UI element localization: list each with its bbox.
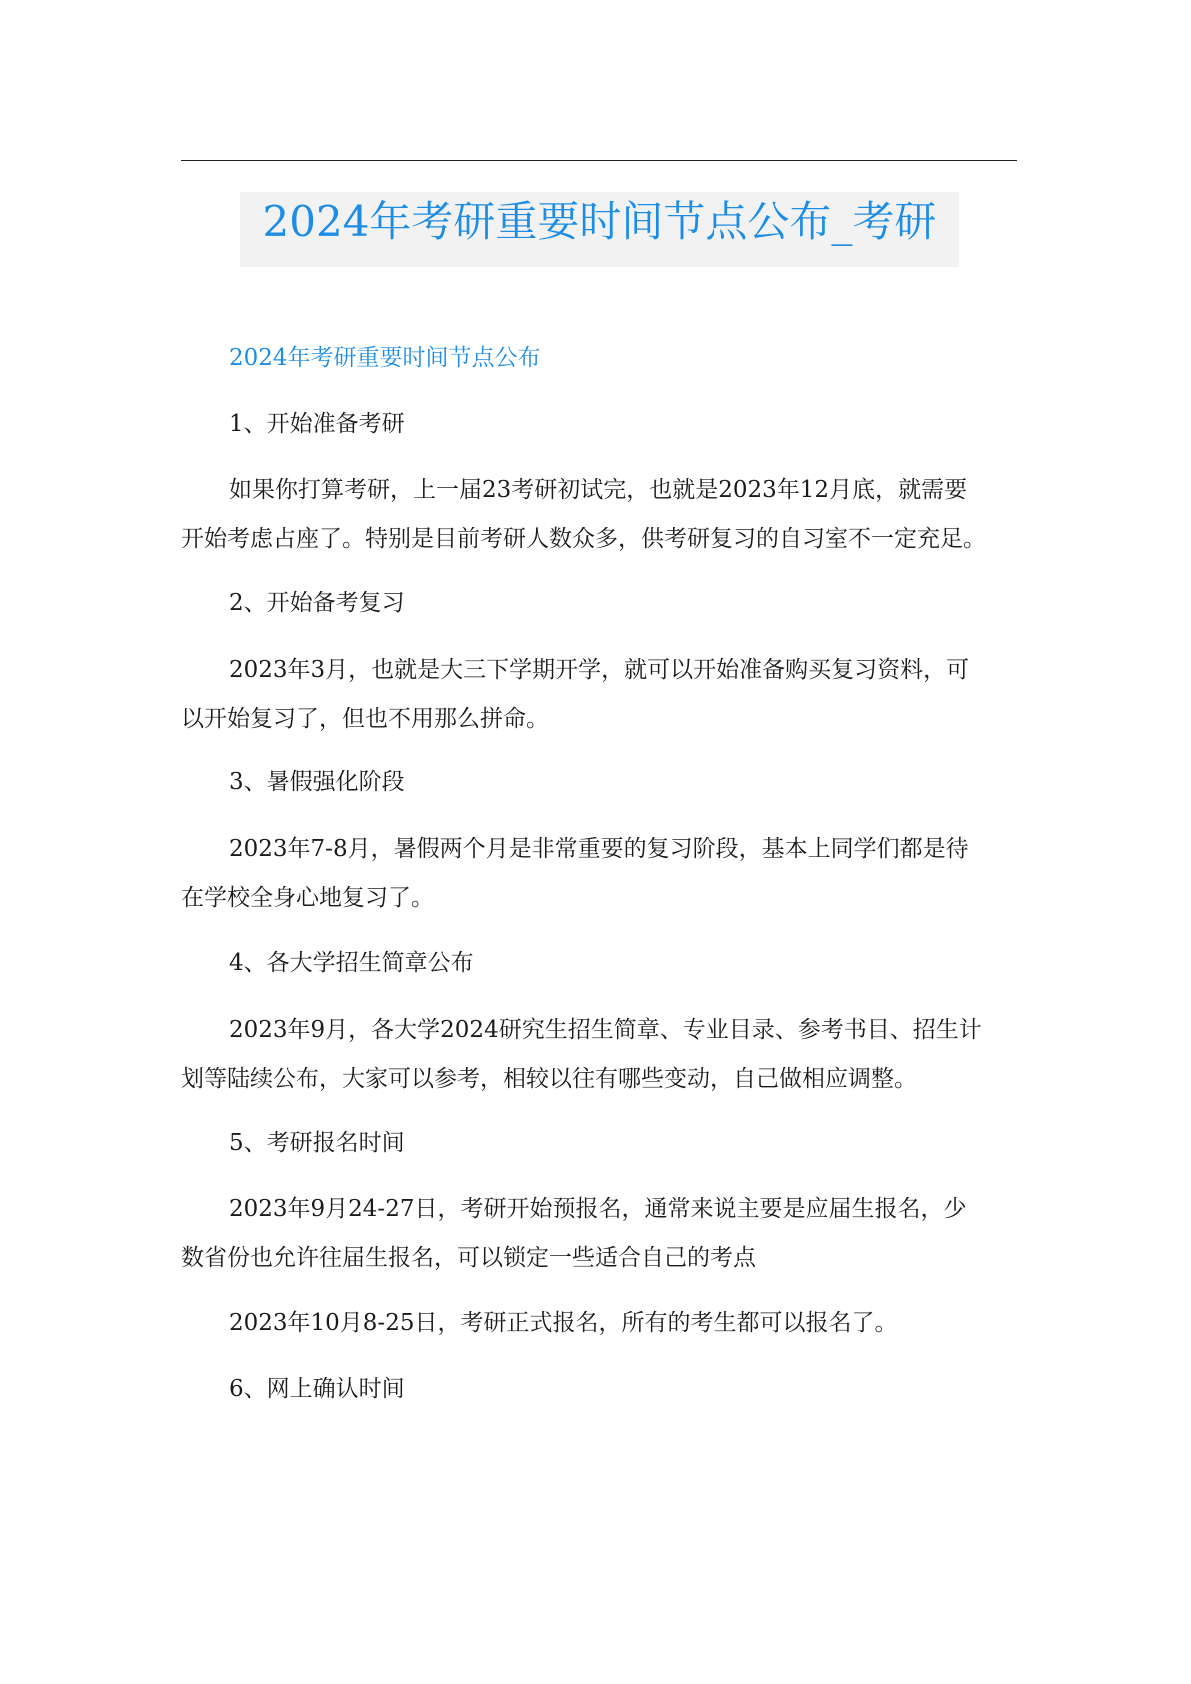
document-title: 2024年考研重要时间节点公布_考研 [262,197,937,246]
section-heading-2: 2、开始备考复习 [229,590,405,616]
section-heading-3: 3、暑假强化阶段 [229,769,405,795]
top-rule [181,160,1017,161]
section-paragraph-2: 2023年3月，也就是大三下学期开学，就可以开始准备购买复习资料，可 以开始复习了，但也不用那么拼命。 [181,657,970,732]
document-subtitle: 2024年考研重要时间节点公布 [229,345,541,371]
section-heading-1: 1、开始准备考研 [229,411,405,437]
section-heading-6: 6、网上确认时间 [229,1376,405,1402]
section-paragraph-4: 2023年9月，各大学2024研究生招生简章、专业目录、参考书目、招生计 划等陆续公布，大家可以参考，相较以往有哪些变动，自己做相应调整。 [181,1017,982,1092]
section-paragraph-5b: 2023年10月8-25日，考研正式报名，所有的考生都可以报名了。 [229,1310,898,1336]
section-paragraph-5: 2023年9月24-27日，考研开始预报名，通常来说主要是应届生报名，少 数省份也允许往届生报名，可以锁定一些适合自己的考点 [181,1196,967,1271]
section-paragraph-1: 如果你打算考研，上一届23考研初试完，也就是2023年12月底，就需要 开始考虑占座了。特别是目前考研人数众多，供考研复习的自习室不一定充足。 [181,477,986,552]
section-heading-4: 4、各大学招生简章公布 [229,950,474,976]
section-paragraph-3: 2023年7-8月，暑假两个月是非常重要的复习阶段，基本上同学们都是待 在学校全身心地复习了。 [181,836,969,911]
section-heading-5: 5、考研报名时间 [229,1130,405,1156]
